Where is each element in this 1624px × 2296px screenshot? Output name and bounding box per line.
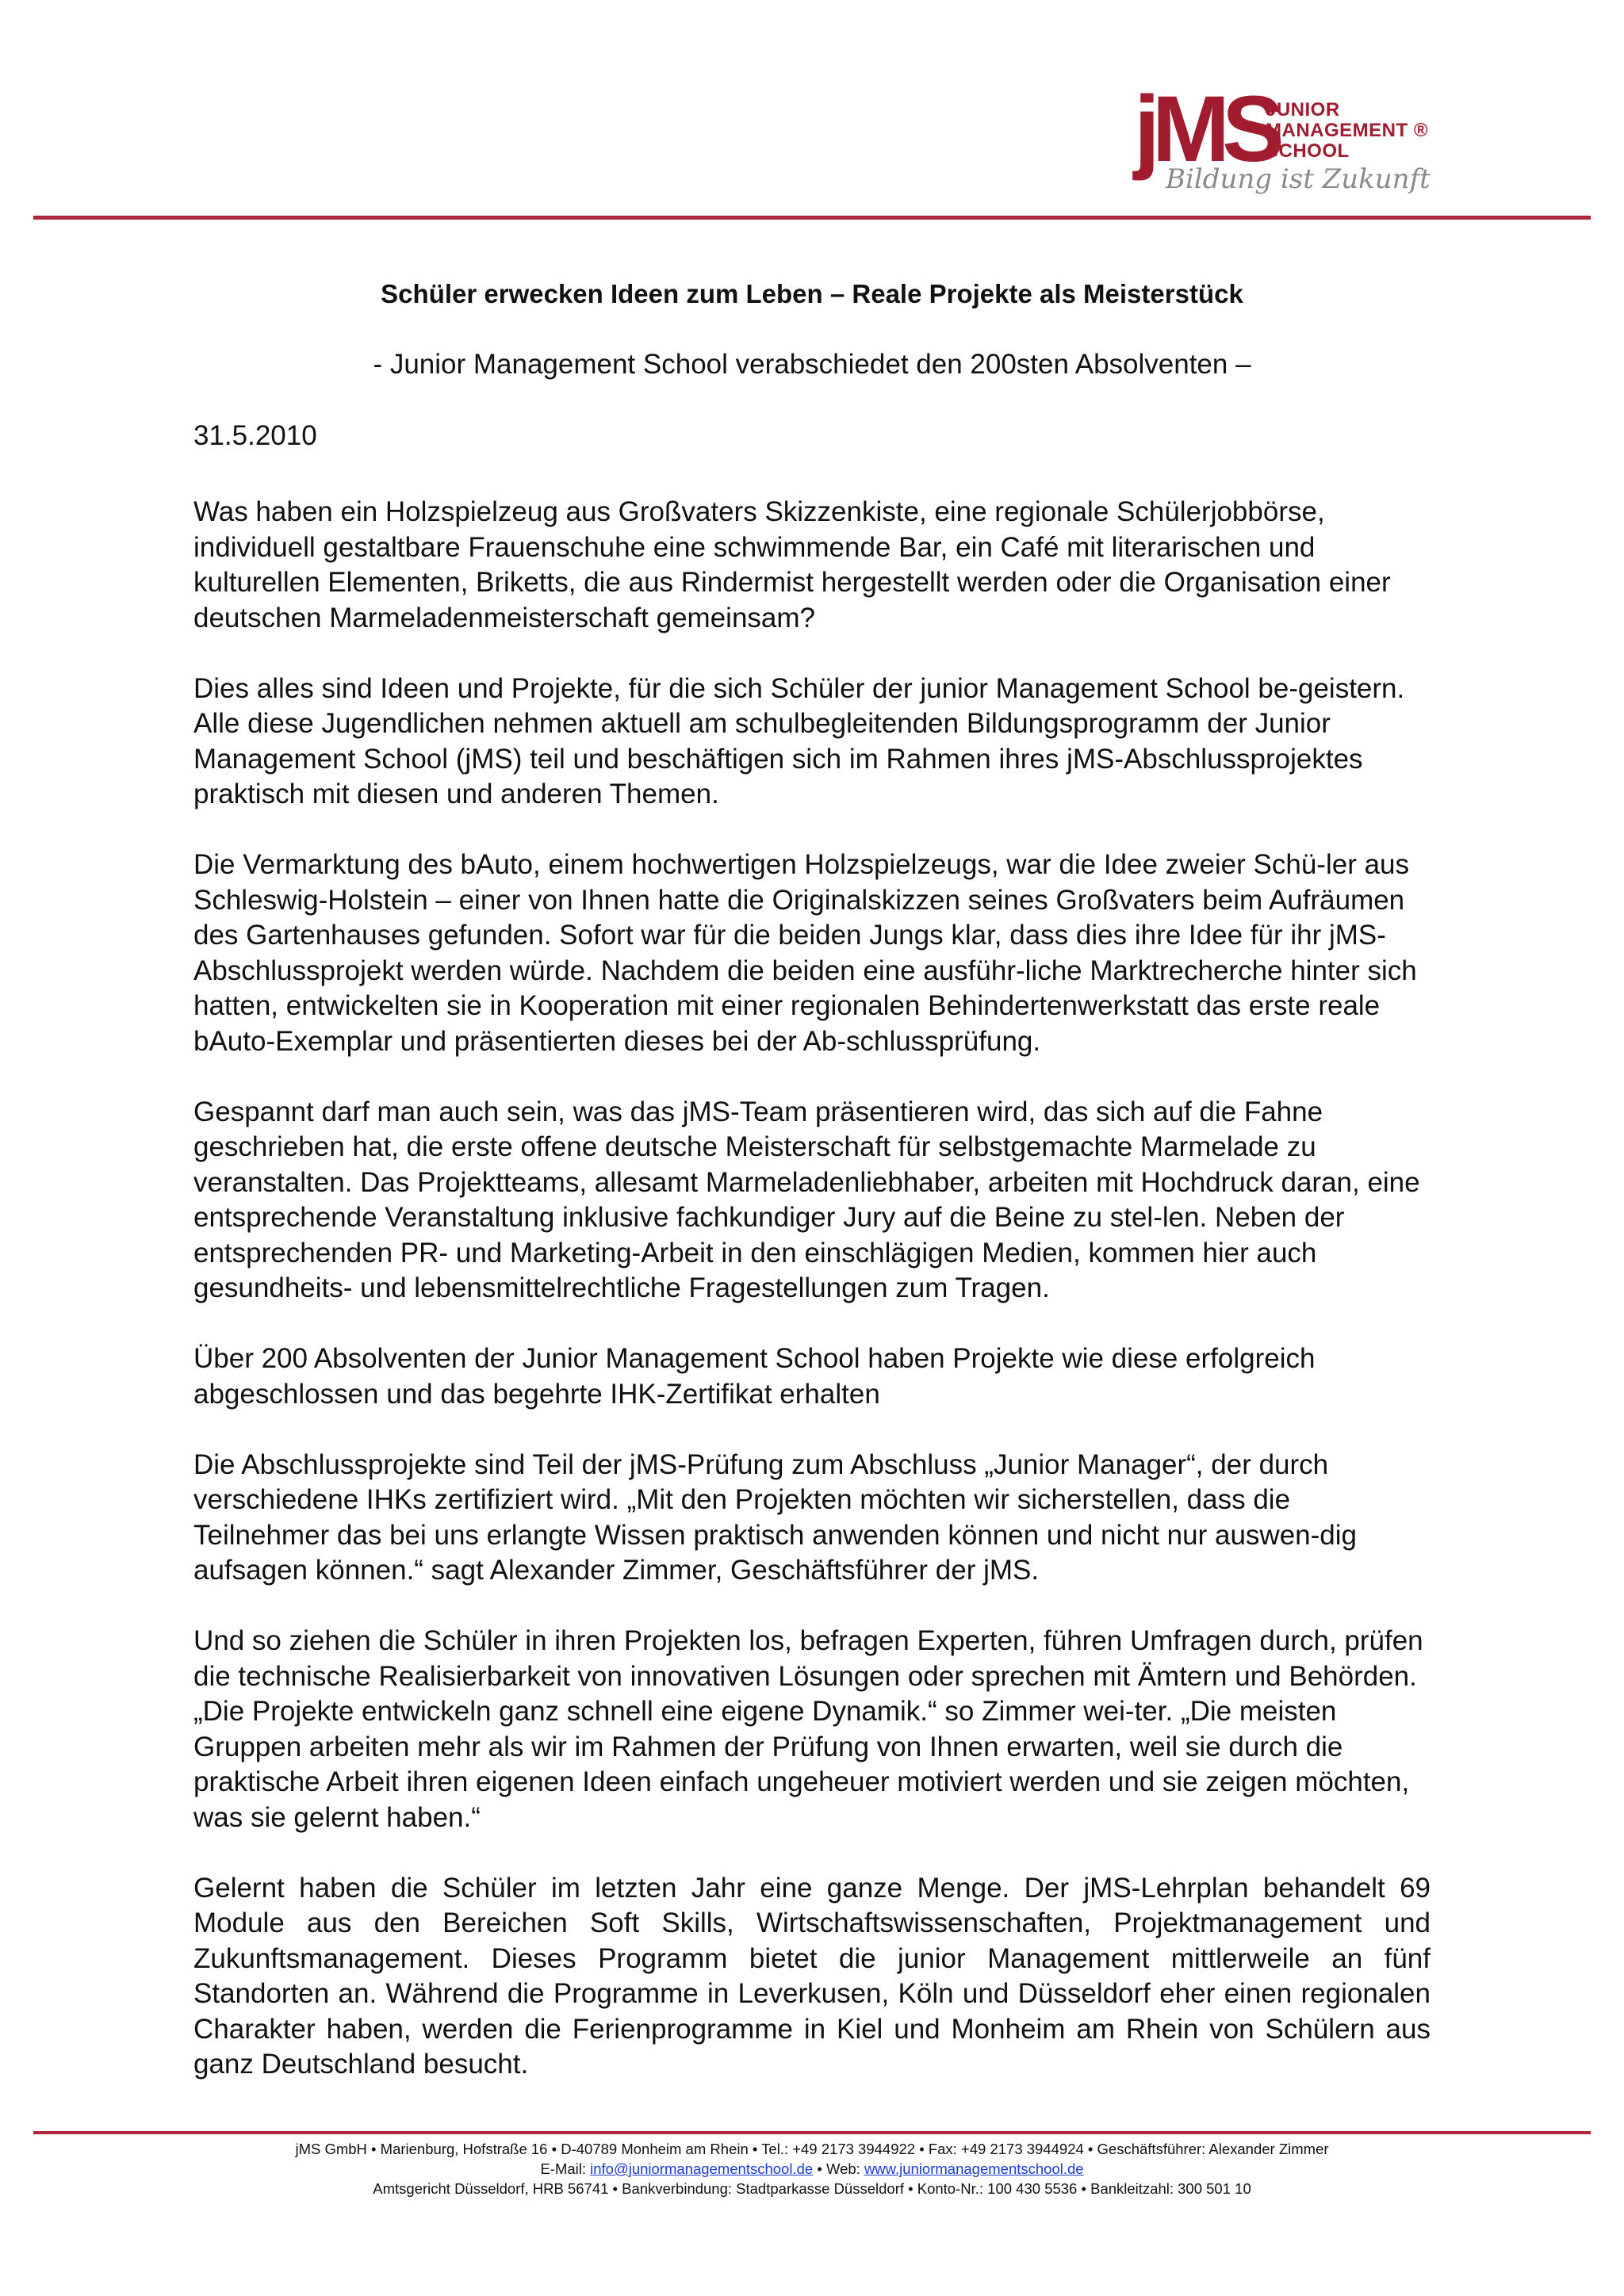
footer-company-line: jMS GmbH • Marienburg, Hofstraße 16 • D-40789 Monheim am Rhein • Tel.: +49 2173 3944922 • Fax: +49 2173 3944924 • Geschäftsführer: Alexander Zimmer (295, 2141, 1329, 2157)
footer-contact-line (0, 2159, 1624, 2179)
paragraph: Die Vermarktung des bAuto, einem hochwertigen Holzspielzeugs, war die Idee zweier Schü-ler aus Schleswig-Holstein – einer von Ihnen hatte die Originalskizzen seines Großvaters beim Aufräumen des Gartenhauses gefunden. Sofort war für die beiden Jungs klar, dass dies ihre Idee für ihr jMS-Abschlussprojekt werden würde. Nachdem die beiden eine ausführ-liche Marktrecherche hinter sich hatten, entwickelten sie in Kooperation mit einer regionalen Behindertenwerkstatt das erste reale bAuto-Exemplar und präsentierten dieses bei der Ab-schlussprüfung. (193, 849, 1417, 1057)
header-divider (33, 216, 1591, 220)
email-label: E-Mail: (540, 2160, 591, 2177)
paragraph: Gelernt haben die Schüler im letzten Jahr eine ganze Menge. Der jMS-Lehrplan behandelt 69 Module aus den Bereichen Soft Skills, Wirtschaftswissenschaften, Projektmanagement und Zukunftsmanagement. Dieses Programm bietet die junior Management mittlerweile an fünf Standorten an. Während die Programme in Leverkusen, Köln und Düsseldorf eher einen regionalen Charakter haben, werden die Ferienprogramme in Kiel und Monheim am Rhein von Schülern aus ganz Deutschland besucht. (193, 1872, 1431, 2080)
page-subtitle: - Junior Management School verabschiedet den 200sten Absolventen – (373, 349, 1251, 380)
footer (0, 2139, 1624, 2198)
logo-wordmark: jMS (1134, 77, 1277, 182)
website-link[interactable]: www.juniormanagementschool.de (864, 2160, 1084, 2177)
email-link[interactable]: info@juniormanagementschool.de (590, 2160, 814, 2177)
web-label: • Web: (813, 2160, 864, 2177)
paragraph: Was haben ein Holzspielzeug aus Großvaters Skizzenkiste, eine regionale Schülerjobbörse, individuell gestaltbare Frauenschuhe eine schwimmende Bar, ein Café mit literarischen und kulturellen Elementen, Briketts, die aus Rindermist hergestellt werden oder die Organisation einer deutschen Marmeladenmeisterschaft gemeinsam? (193, 496, 1391, 633)
paragraph: Über 200 Absolventen der Junior Management School haben Projekte wie diese erfolgreich abgeschlossen und das begehrte IHK-Zertifikat erhalten (193, 1343, 1316, 1410)
paragraph: Die Abschlussprojekte sind Teil der jMS-Prüfung zum Abschluss „Junior Manager“, der durch verschiedene IHKs zertifiziert wird. „Mit den Projekten möchten wir sicherstellen, dass die Teilnehmer das bei uns erlangte Wissen praktisch anwenden können und nicht nur auswen-dig aufsagen können.“ sagt Alexander Zimmer, Geschäftsführer der jMS. (193, 1448, 1357, 1586)
paragraph: Dies alles sind Ideen und Projekte, für die sich Schüler der junior Management School be-geistern. Alle diese Jugendlichen nehmen aktuell am schulbegleitenden Bildungsprogramm der Junior Management School (jMS) teil und beschäftigen sich im Rahmen ihres jMS-Abschlussprojektes praktisch mit diesen und anderen Themen. (193, 672, 1405, 809)
article-body (193, 495, 1431, 2118)
press-release-date: 31.5.2010 (193, 420, 317, 451)
paragraph: Und so ziehen die Schüler in ihren Projekten los, befragen Experten, führen Umfragen durch, prüfen die technische Realisierbarkeit von innovativen Lösungen oder sprechen mit Ämtern und Behörden. „Die Projekte entwickeln ganz schnell eine eigene Dynamik.“ so Zimmer wei-ter. „Die meisten Gruppen arbeiten mehr als wir im Rahmen der Prüfung von Ihnen erwarten, weil sie durch die praktische Arbeit ihren eigenen Ideen einfach ungeheuer motiviert werden und sie zeigen möchten, was sie gelernt haben.“ (193, 1625, 1423, 1833)
logo-school-name (1266, 100, 1428, 162)
logo-name-line2: MANAGEMENT ® (1266, 120, 1429, 141)
page-title: Schüler erwecken Ideen zum Leben – Reale Projekte als Meisterstück (381, 279, 1243, 308)
logo-name-line1: JUNIOR (1266, 99, 1340, 121)
footer-divider (33, 2131, 1591, 2134)
logo-tagline: Bildung ist Zukunft (1166, 163, 1431, 195)
paragraph: Gespannt darf man auch sein, was das jMS-Team präsentieren wird, das sich auf die Fahne geschrieben hat, die erste offene deutsche Meisterschaft für selbstgemachte Marmelade zu veranstalten. Das Projektteams, allesamt Marmeladenliebhaber, arbeiten mit Hochdruck daran, eine entsprechende Veranstaltung inklusive fachkundiger Jury auf die Beine zu stel-len. Neben der entsprechenden PR- und Marketing-Arbeit in den einschlägigen Medien, kommen hier auch gesundheits- und lebensmittelrechtliche Fragestellungen zum Tragen. (193, 1096, 1420, 1303)
footer-bank-line: Amtsgericht Düsseldorf, HRB 56741 • Bankverbindung: Stadtparkasse Düsseldorf • Konto-Nr.: 100 430 5536 • Bankleitzahl: 300 501 10 (373, 2180, 1251, 2197)
jms-logo (1134, 77, 1435, 212)
logo-name-line3: SCHOOL (1266, 140, 1350, 162)
